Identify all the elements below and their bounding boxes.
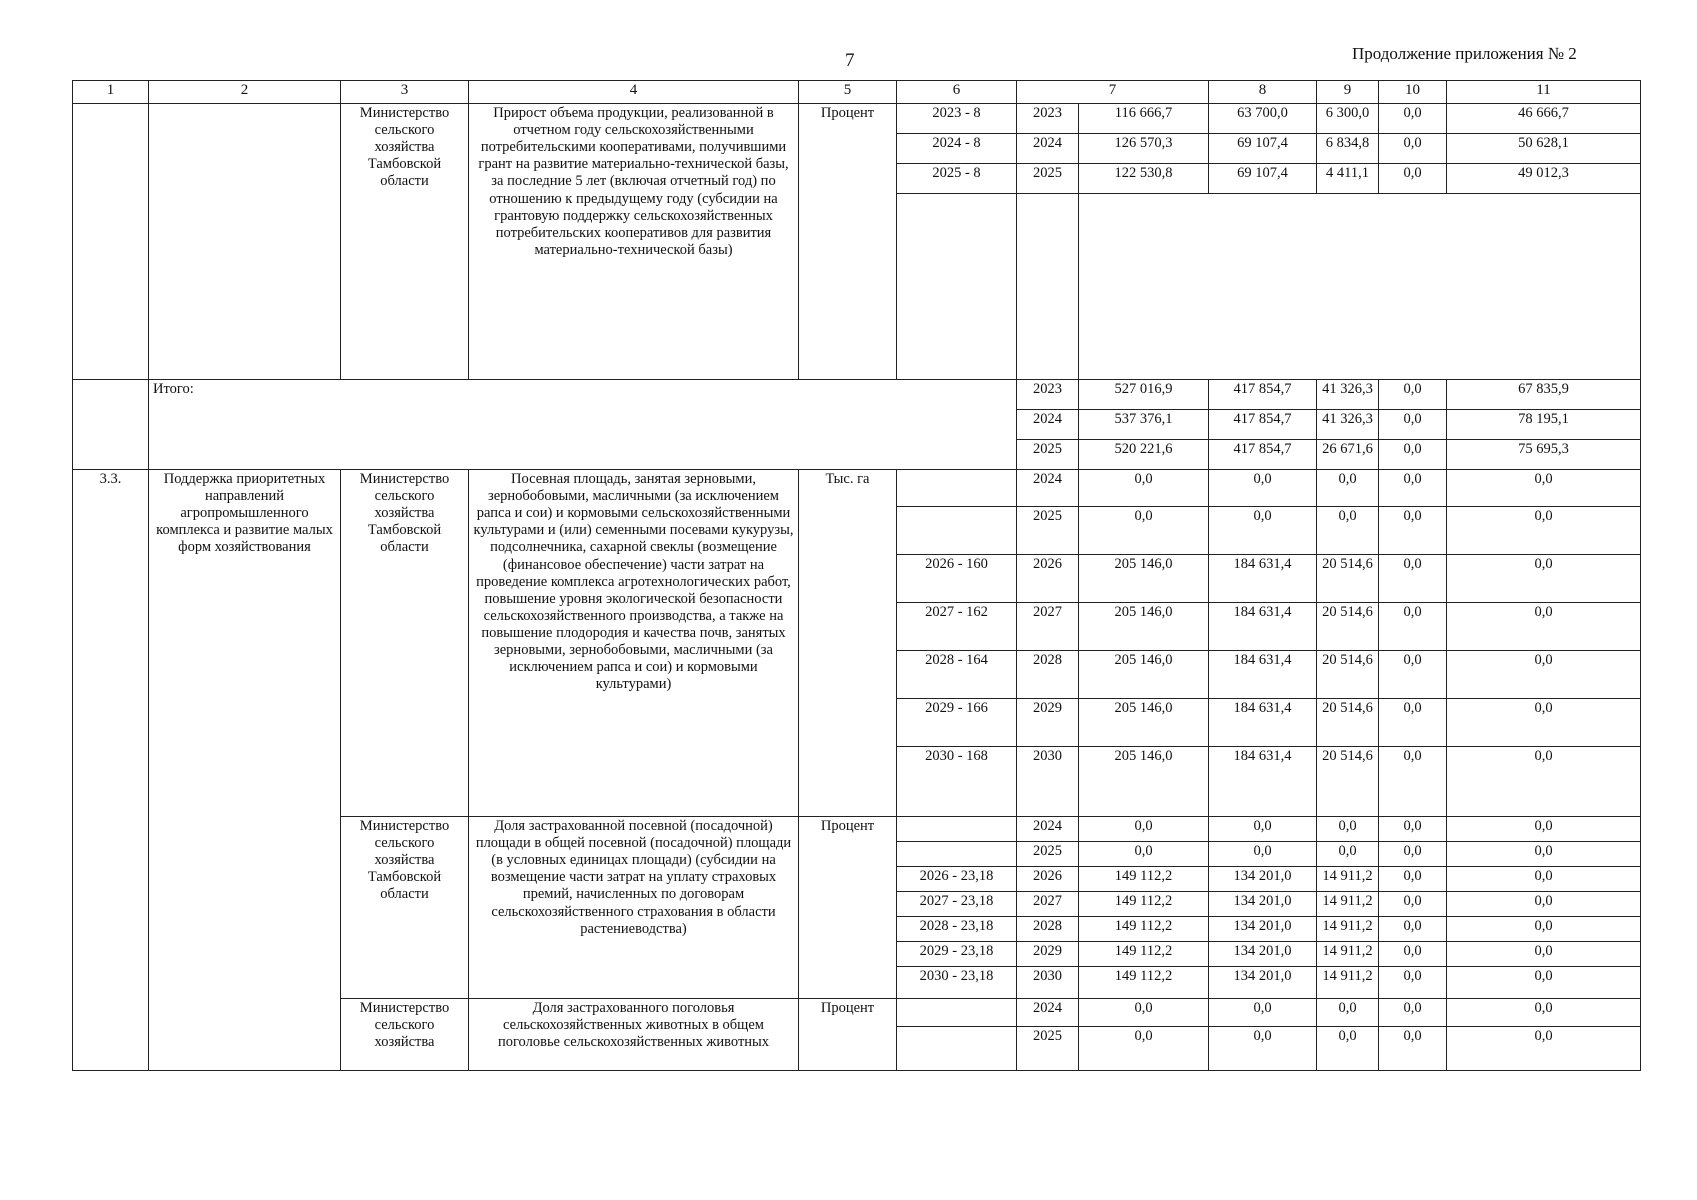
value-cell: 0,0 <box>1379 699 1447 747</box>
table-row <box>73 104 1641 134</box>
header-row <box>73 81 1641 104</box>
empty-cell <box>1079 194 1641 380</box>
value-cell: 0,0 <box>1447 651 1641 699</box>
unit-cell: Процент <box>799 999 897 1071</box>
year-cell: 2025 <box>1017 842 1079 867</box>
value-cell: 0,0 <box>1379 470 1447 507</box>
value-cell: 0,0 <box>1447 942 1641 967</box>
program-table <box>72 80 1641 1071</box>
value-cell: 0,0 <box>1379 440 1447 470</box>
value-cell: 26 671,6 <box>1317 440 1379 470</box>
value-cell: 0,0 <box>1379 104 1447 134</box>
value-cell: 0,0 <box>1317 817 1379 842</box>
value-cell: 14 911,2 <box>1317 967 1379 999</box>
value-cell: 14 911,2 <box>1317 892 1379 917</box>
year-cell: 2024 <box>1017 470 1079 507</box>
value-cell: 126 570,3 <box>1079 134 1209 164</box>
value-cell: 0,0 <box>1317 999 1379 1027</box>
value-cell: 0,0 <box>1209 470 1317 507</box>
value-cell: 0,0 <box>1379 555 1447 603</box>
row-number-cell <box>73 380 149 470</box>
value-cell: 134 201,0 <box>1209 917 1317 942</box>
target-cell: 2026 - 160 <box>897 555 1017 603</box>
value-cell: 205 146,0 <box>1079 603 1209 651</box>
value-cell: 0,0 <box>1379 134 1447 164</box>
value-cell: 417 854,7 <box>1209 410 1317 440</box>
value-cell: 69 107,4 <box>1209 134 1317 164</box>
unit-cell: Процент <box>799 104 897 380</box>
value-cell: 0,0 <box>1379 967 1447 999</box>
value-cell: 184 631,4 <box>1209 555 1317 603</box>
target-cell: 2028 - 164 <box>897 651 1017 699</box>
value-cell: 0,0 <box>1079 470 1209 507</box>
value-cell: 14 911,2 <box>1317 942 1379 967</box>
value-cell: 0,0 <box>1079 507 1209 555</box>
ministry-cell: Министерство сельского хозяйства Тамбовской области <box>341 470 469 817</box>
indicator-cell: Прирост объема продукции, реализованной в отчетном году сельскохозяйственными потребительскими кооперативами, получившими грант на развитие материально-технической базы, за последние 5 лет (включая отчетный год) по отношению к предыдущему году (субсидии на грантовую поддержку сельскохозяйственных потребительских кооперативов для развития материально-технической базы) <box>469 104 799 380</box>
year-cell: 2025 <box>1017 440 1079 470</box>
value-cell: 63 700,0 <box>1209 104 1317 134</box>
target-cell: 2029 - 23,18 <box>897 942 1017 967</box>
year-cell: 2030 <box>1017 967 1079 999</box>
value-cell: 14 911,2 <box>1317 917 1379 942</box>
value-cell: 49 012,3 <box>1447 164 1641 194</box>
target-cell: 2030 - 168 <box>897 747 1017 817</box>
section-name: Поддержка приоритетных направлений агропромышленного комплекса и развитие малых форм хозяйствования <box>149 470 341 1071</box>
header-cell: 6 <box>897 81 1017 104</box>
ministry-cell: Министерство сельского хозяйства <box>341 999 469 1071</box>
header-cell: 8 <box>1209 81 1317 104</box>
value-cell: 0,0 <box>1447 967 1641 999</box>
value-cell: 0,0 <box>1379 892 1447 917</box>
value-cell: 537 376,1 <box>1079 410 1209 440</box>
value-cell: 0,0 <box>1317 470 1379 507</box>
value-cell: 4 411,1 <box>1317 164 1379 194</box>
header-cell: 1 <box>73 81 149 104</box>
value-cell: 0,0 <box>1379 603 1447 651</box>
value-cell: 205 146,0 <box>1079 555 1209 603</box>
value-cell: 0,0 <box>1379 651 1447 699</box>
target-cell: 2024 - 8 <box>897 134 1017 164</box>
value-cell: 149 112,2 <box>1079 917 1209 942</box>
target-cell <box>897 470 1017 507</box>
header-cell: 7 <box>1017 81 1209 104</box>
value-cell: 0,0 <box>1447 1027 1641 1071</box>
section-number: 3.3. <box>73 470 149 1071</box>
value-cell: 0,0 <box>1079 999 1209 1027</box>
header-cell: 2 <box>149 81 341 104</box>
empty-cell <box>897 194 1017 380</box>
value-cell: 0,0 <box>1379 942 1447 967</box>
target-cell: 2026 - 23,18 <box>897 867 1017 892</box>
year-cell: 2024 <box>1017 999 1079 1027</box>
value-cell: 20 514,6 <box>1317 651 1379 699</box>
value-cell: 75 695,3 <box>1447 440 1641 470</box>
header-cell: 3 <box>341 81 469 104</box>
value-cell: 417 854,7 <box>1209 440 1317 470</box>
value-cell: 6 834,8 <box>1317 134 1379 164</box>
value-cell: 0,0 <box>1379 917 1447 942</box>
value-cell: 20 514,6 <box>1317 747 1379 817</box>
header-cell: 4 <box>469 81 799 104</box>
year-cell: 2030 <box>1017 747 1079 817</box>
year-cell: 2027 <box>1017 603 1079 651</box>
table-row <box>73 470 1641 507</box>
value-cell: 134 201,0 <box>1209 967 1317 999</box>
target-cell: 2030 - 23,18 <box>897 967 1017 999</box>
year-cell: 2026 <box>1017 555 1079 603</box>
target-cell <box>897 999 1017 1027</box>
value-cell: 184 631,4 <box>1209 651 1317 699</box>
value-cell: 0,0 <box>1209 842 1317 867</box>
header-cell: 10 <box>1379 81 1447 104</box>
value-cell: 20 514,6 <box>1317 699 1379 747</box>
target-cell: 2028 - 23,18 <box>897 917 1017 942</box>
table-row <box>73 380 1641 410</box>
value-cell: 69 107,4 <box>1209 164 1317 194</box>
value-cell: 6 300,0 <box>1317 104 1379 134</box>
value-cell: 149 112,2 <box>1079 892 1209 917</box>
value-cell: 0,0 <box>1317 842 1379 867</box>
continuation-note: Продолжение приложения № 2 <box>1352 44 1577 63</box>
value-cell: 134 201,0 <box>1209 942 1317 967</box>
year-cell: 2029 <box>1017 942 1079 967</box>
value-cell: 50 628,1 <box>1447 134 1641 164</box>
value-cell: 0,0 <box>1379 507 1447 555</box>
value-cell: 0,0 <box>1079 817 1209 842</box>
value-cell: 205 146,0 <box>1079 699 1209 747</box>
value-cell: 0,0 <box>1379 817 1447 842</box>
ministry-cell: Министерство сельского хозяйства Тамбовской области <box>341 104 469 380</box>
indicator-cell: Доля застрахованного поголовья сельскохозяйственных животных в общем поголовье сельскохозяйственных животных <box>469 999 799 1071</box>
value-cell: 122 530,8 <box>1079 164 1209 194</box>
ministry-cell: Министерство сельского хозяйства Тамбовской области <box>341 817 469 999</box>
value-cell: 0,0 <box>1447 917 1641 942</box>
year-cell: 2024 <box>1017 817 1079 842</box>
target-cell <box>897 842 1017 867</box>
value-cell: 67 835,9 <box>1447 380 1641 410</box>
value-cell: 20 514,6 <box>1317 555 1379 603</box>
event-name-cell <box>149 104 341 380</box>
value-cell: 0,0 <box>1379 410 1447 440</box>
value-cell: 0,0 <box>1379 999 1447 1027</box>
value-cell: 116 666,7 <box>1079 104 1209 134</box>
value-cell: 41 326,3 <box>1317 410 1379 440</box>
value-cell: 149 112,2 <box>1079 967 1209 999</box>
year-cell: 2028 <box>1017 651 1079 699</box>
value-cell: 0,0 <box>1447 842 1641 867</box>
unit-cell: Тыс. га <box>799 470 897 817</box>
year-cell: 2026 <box>1017 867 1079 892</box>
value-cell: 0,0 <box>1379 1027 1447 1071</box>
year-cell: 2024 <box>1017 410 1079 440</box>
empty-cell <box>1017 194 1079 380</box>
value-cell: 0,0 <box>1447 507 1641 555</box>
target-cell: 2027 - 162 <box>897 603 1017 651</box>
target-cell <box>897 1027 1017 1071</box>
target-cell: 2027 - 23,18 <box>897 892 1017 917</box>
value-cell: 149 112,2 <box>1079 942 1209 967</box>
value-cell: 0,0 <box>1447 699 1641 747</box>
target-cell: 2023 - 8 <box>897 104 1017 134</box>
value-cell: 0,0 <box>1209 999 1317 1027</box>
value-cell: 184 631,4 <box>1209 747 1317 817</box>
value-cell: 0,0 <box>1379 164 1447 194</box>
target-cell <box>897 507 1017 555</box>
target-cell: 2029 - 166 <box>897 699 1017 747</box>
indicator-cell: Доля застрахованной посевной (посадочной) площади в общей посевной (посадочной) площади (в условных единицах площади) (субсидии на возмещение части затрат на уплату страховых премий, начисленных по договорам сельскохозяйственного страхования в области растениеводства) <box>469 817 799 999</box>
value-cell: 41 326,3 <box>1317 380 1379 410</box>
year-cell: 2023 <box>1017 380 1079 410</box>
year-cell: 2025 <box>1017 1027 1079 1071</box>
value-cell: 0,0 <box>1079 1027 1209 1071</box>
value-cell: 134 201,0 <box>1209 892 1317 917</box>
value-cell: 205 146,0 <box>1079 747 1209 817</box>
unit-cell: Процент <box>799 817 897 999</box>
value-cell: 0,0 <box>1379 842 1447 867</box>
value-cell: 184 631,4 <box>1209 603 1317 651</box>
value-cell: 14 911,2 <box>1317 867 1379 892</box>
value-cell: 0,0 <box>1447 747 1641 817</box>
target-cell <box>897 817 1017 842</box>
header-cell: 9 <box>1317 81 1379 104</box>
year-cell: 2029 <box>1017 699 1079 747</box>
value-cell: 205 146,0 <box>1079 651 1209 699</box>
year-cell: 2023 <box>1017 104 1079 134</box>
year-cell: 2028 <box>1017 917 1079 942</box>
value-cell: 134 201,0 <box>1209 867 1317 892</box>
value-cell: 0,0 <box>1209 1027 1317 1071</box>
value-cell: 0,0 <box>1379 867 1447 892</box>
value-cell: 0,0 <box>1447 867 1641 892</box>
value-cell: 184 631,4 <box>1209 699 1317 747</box>
value-cell: 0,0 <box>1447 555 1641 603</box>
indicator-cell: Посевная площадь, занятая зерновыми, зернобобовыми, масличными (за исключением рапса и сои) и кормовыми сельскохозяйственными культурами и (или) семенными посевами кукурузы, подсолнечника, сахарной свеклы (возмещение (финансовое обеспечение) части затрат на проведение комплекса агротехнологических работ, повышение уровня экологической безопасности сельскохозяйственного производства, а также на повышение плодородия и качества почв, занятых зерновыми, зернобобовыми, масличными (за исключением рапса и сои) и кормовыми культурами) <box>469 470 799 817</box>
value-cell: 527 016,9 <box>1079 380 1209 410</box>
value-cell: 0,0 <box>1447 892 1641 917</box>
value-cell: 0,0 <box>1447 817 1641 842</box>
value-cell: 0,0 <box>1317 507 1379 555</box>
year-cell: 2024 <box>1017 134 1079 164</box>
value-cell: 0,0 <box>1317 1027 1379 1071</box>
row-number-cell <box>73 104 149 380</box>
header-cell: 11 <box>1447 81 1641 104</box>
year-cell: 2025 <box>1017 507 1079 555</box>
header-cell: 5 <box>799 81 897 104</box>
total-label: Итого: <box>149 380 1017 470</box>
value-cell: 417 854,7 <box>1209 380 1317 410</box>
value-cell: 149 112,2 <box>1079 867 1209 892</box>
value-cell: 78 195,1 <box>1447 410 1641 440</box>
value-cell: 0,0 <box>1379 747 1447 817</box>
value-cell: 0,0 <box>1379 380 1447 410</box>
value-cell: 0,0 <box>1209 507 1317 555</box>
target-cell: 2025 - 8 <box>897 164 1017 194</box>
year-cell: 2025 <box>1017 164 1079 194</box>
value-cell: 46 666,7 <box>1447 104 1641 134</box>
year-cell: 2027 <box>1017 892 1079 917</box>
value-cell: 0,0 <box>1447 470 1641 507</box>
page-number: 7 <box>845 50 855 71</box>
value-cell: 0,0 <box>1079 842 1209 867</box>
value-cell: 0,0 <box>1447 603 1641 651</box>
value-cell: 20 514,6 <box>1317 603 1379 651</box>
value-cell: 0,0 <box>1209 817 1317 842</box>
value-cell: 0,0 <box>1447 999 1641 1027</box>
value-cell: 520 221,6 <box>1079 440 1209 470</box>
